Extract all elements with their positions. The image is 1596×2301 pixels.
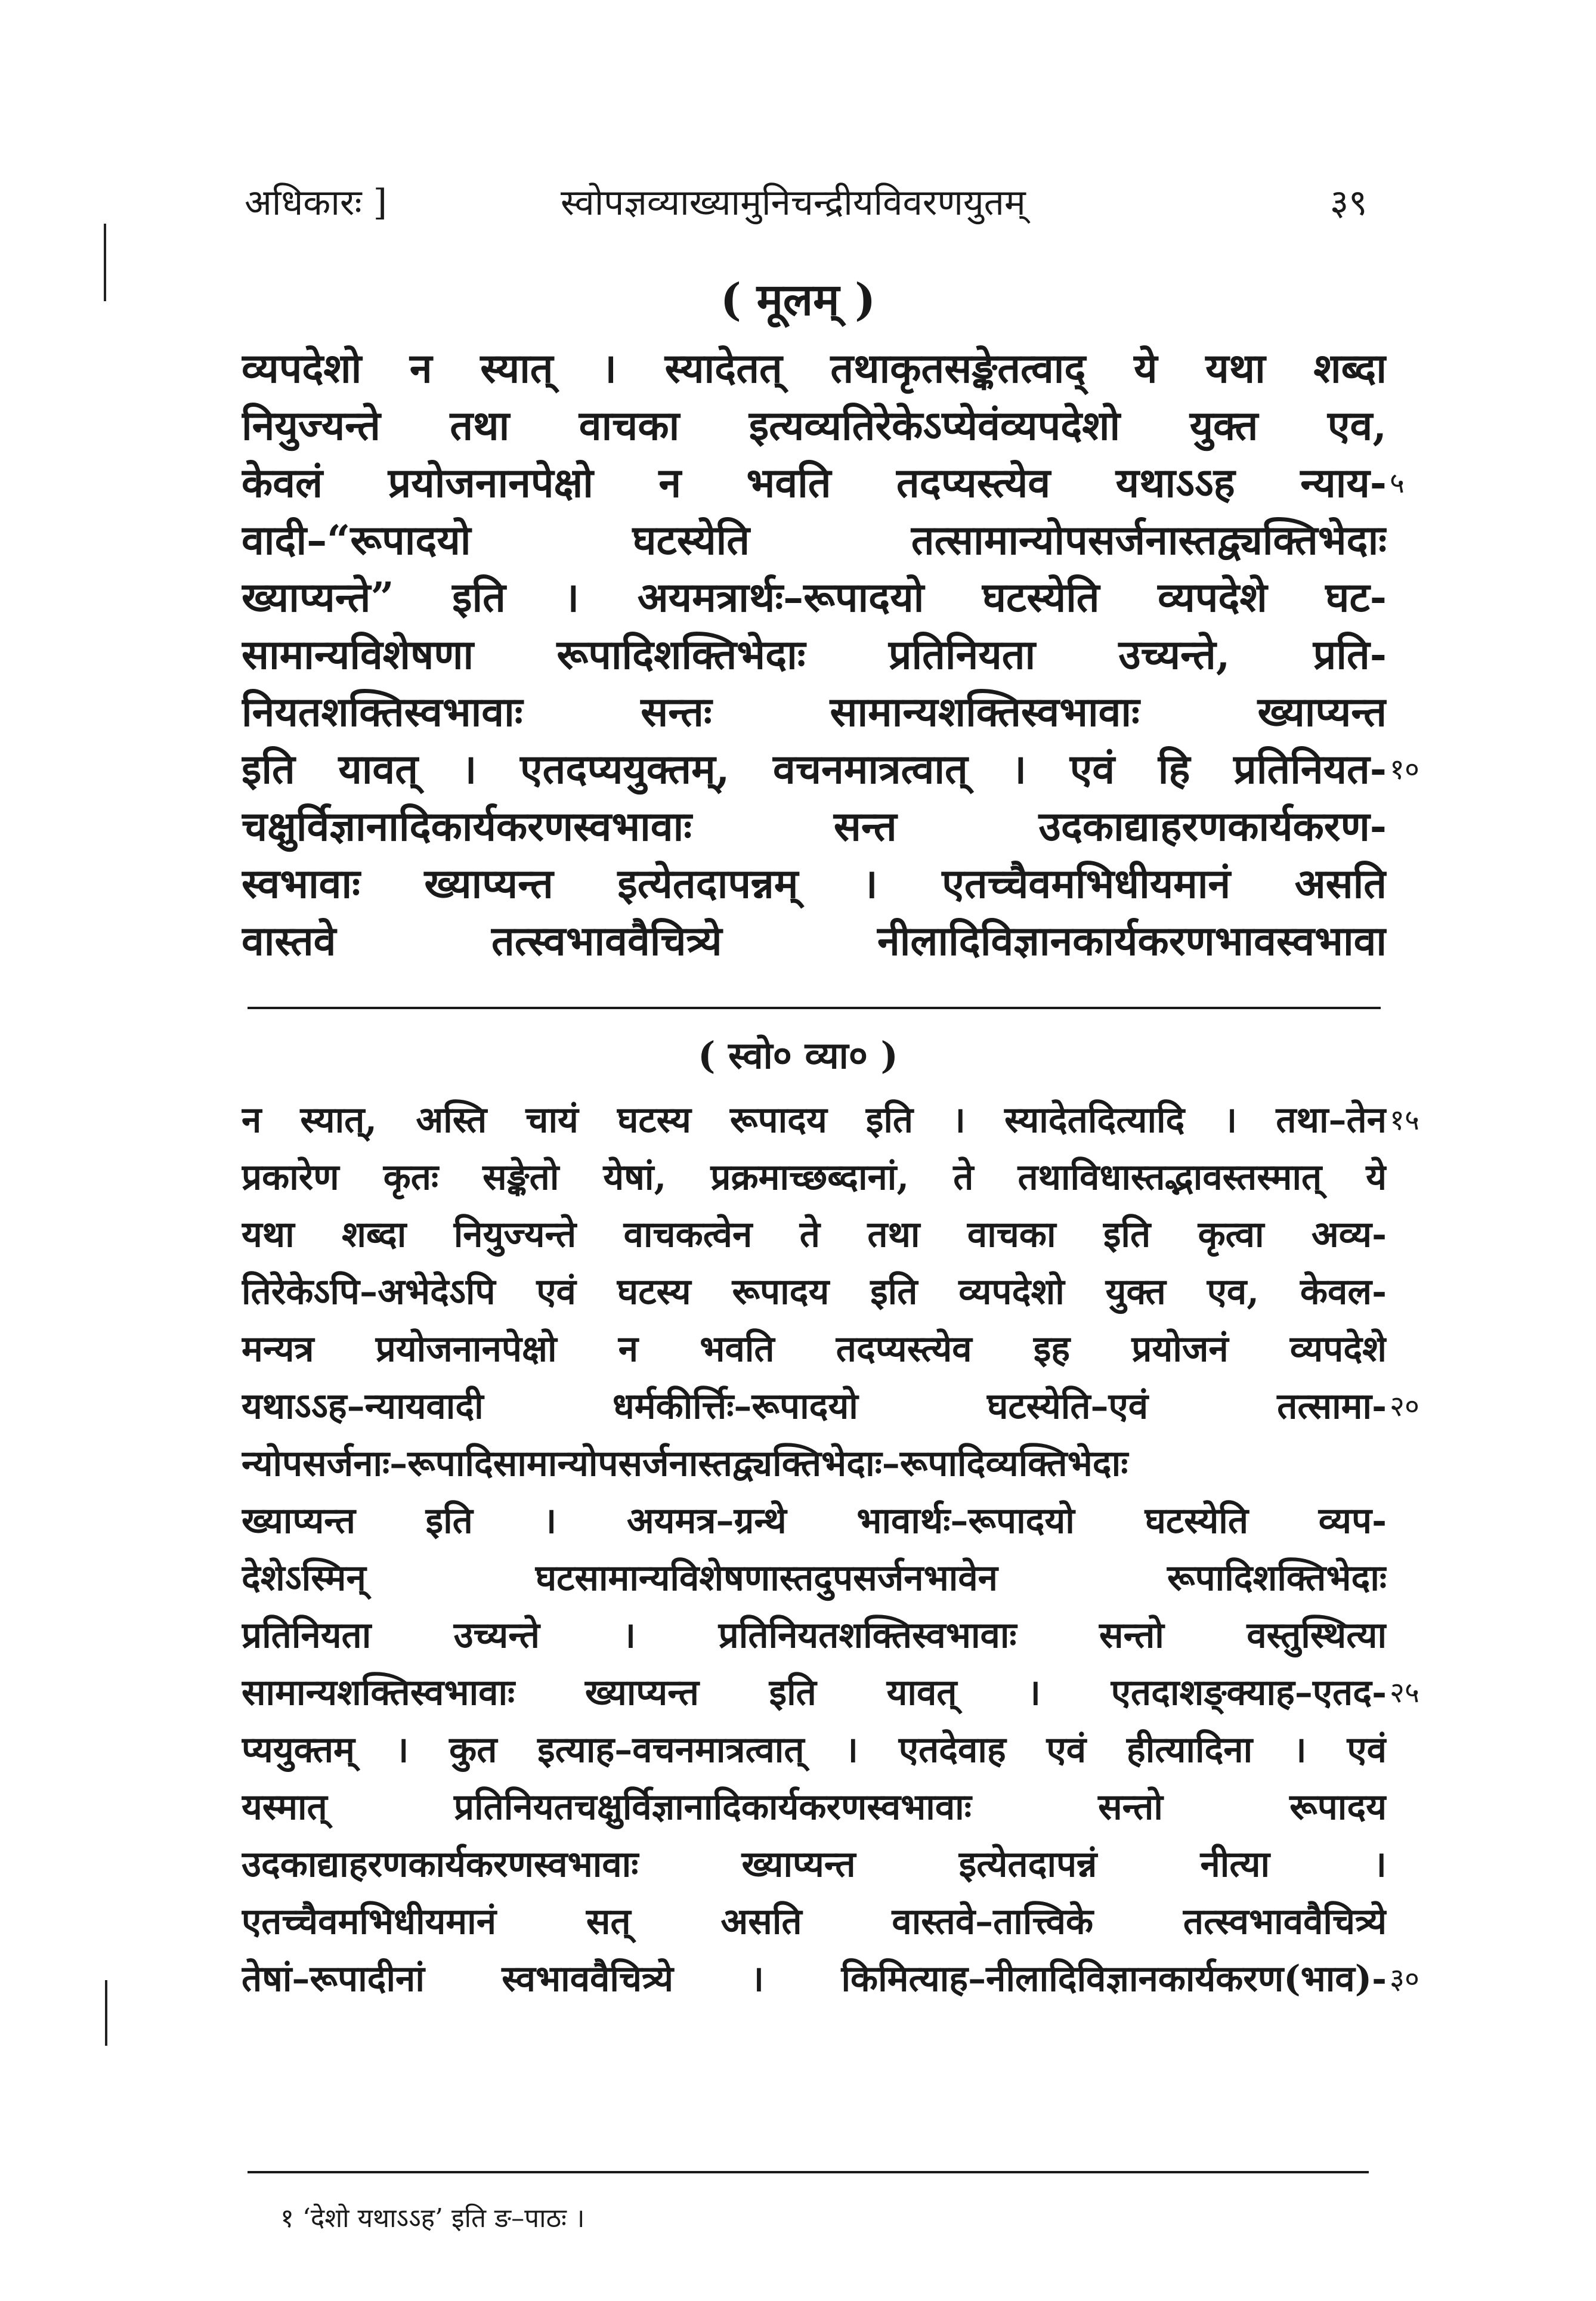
page-number: ३९	[1330, 182, 1368, 224]
text-line: न स्यात्, अस्ति चायं घटस्य रूपादय इति । स्यादेतदित्यादि । तथा–तेन	[242, 1099, 1387, 1141]
text-line: तिरेकेऽपि–अभेदेऽपि एवं घटस्य रूपादय इति व्यपदेशो युक्त एव, केवल-	[242, 1271, 1387, 1313]
text-line: वास्तवे तत्स्वभाववैचित्र्ये नीलादिविज्ञानकार्यकरणभावस्वभावा	[242, 917, 1387, 965]
text-line: वादी–“रूपादयो घटस्येति तत्सामान्योपसर्जनास्तद्व्यक्तिभेदाः	[242, 517, 1387, 564]
line-number: ५	[1390, 466, 1405, 500]
text-line: नियतशक्तिस्वभावाः सन्तः सामान्यशक्तिस्वभावाः ख्याप्यन्त	[242, 688, 1387, 736]
text-line: चक्षुर्विज्ञानादिकार्यकरणस्वभावाः सन्त उदकाद्याहरणकार्यकरण-	[242, 803, 1387, 850]
vyakhya-section-title: ( स्वो० व्या० )	[698, 1034, 898, 1077]
mula-section-title: ( मूलम् )	[720, 274, 876, 326]
section-divider	[248, 1007, 1381, 1009]
line-number: २०	[1390, 1390, 1419, 1423]
line-number: १५	[1390, 1103, 1419, 1137]
text-line: स्वभावाः ख्याप्यन्त इत्येतदापन्नम् । एतच्चैवमभिधीयमानं असति	[242, 860, 1387, 908]
text-line: केवलं प्रयोजनानपेक्षो न भवति तदप्यस्त्येव यथाऽऽह न्याय-	[242, 459, 1387, 507]
text-line: ख्याप्यन्त इति । अयमत्र–ग्रन्थे भावार्थः–रूपादयो घटस्येति व्यप-	[242, 1500, 1387, 1542]
text-line: प्रतिनियता उच्यन्ते । प्रतिनियतशक्तिस्वभावाः सन्तो वस्तुस्थित्या	[242, 1615, 1387, 1656]
text-line: एतच्चैवमभिधीयमानं सत् असति वास्तवे–तात्त्विके तत्स्वभाववैचित्र्ये	[242, 1901, 1387, 1943]
line-number: २५	[1390, 1676, 1419, 1709]
line-number: १०	[1390, 753, 1419, 786]
text-line: प्ययुक्तम् । कुत इत्याह–वचनमात्रत्वात् । एतदेवाह एवं हीत्यादिना । एवं	[242, 1729, 1387, 1771]
text-line: सामान्यशक्तिस्वभावाः ख्याप्यन्त इति यावत् । एतदाशङ्क्याह–एतद-	[242, 1672, 1387, 1714]
text-line: न्योपसर्जनाः–रूपादिसामान्योपसर्जनास्तद्व्यक्तिभेदाः–रूपादिव्यक्तिभेदाः	[242, 1443, 1128, 1484]
header-chapter: अधिकारः ]	[245, 182, 388, 224]
line-number: ३०	[1390, 1962, 1419, 1996]
footnote: १ ‘देशो यथाऽऽह’ इति ङ–पाठः ।	[280, 2203, 585, 2234]
text-line: देशेऽस्मिन् घटसामान्यविशेषणास्तदुपसर्जनभावेन रूपादिशक्तिभेदाः	[242, 1557, 1387, 1599]
text-line: सामान्यविशेषणा रूपादिशक्तिभेदाः प्रतिनियता उच्यन्ते, प्रति-	[242, 631, 1387, 679]
text-line: इति यावत् । एतदप्ययुक्तम्, वचनमात्रत्वात् । एवं हि प्रतिनियत-	[242, 746, 1387, 793]
mula-text	[242, 340, 1387, 970]
vyakhya-text	[242, 1091, 1387, 2008]
text-line: प्रकारेण कृतः सङ्केतो येषां, प्रक्रमाच्छब्दानां, ते तथाविधास्तद्भावस्तस्मात् ये	[242, 1156, 1387, 1198]
text-line: ख्याप्यन्ते” इति । अयमत्रार्थः–रूपादयो घटस्येति व्यपदेशे घट-	[242, 574, 1387, 621]
text-line: उदकाद्याहरणकार्यकरणस्वभावाः ख्याप्यन्त इत्येतदापन्नं नीत्या ।	[242, 1844, 1387, 1885]
header-title: स्वोपज्ञव्याख्यामुनिचन्द्रीयविवरणयुतम्	[561, 182, 1026, 224]
text-line: तेषां–रूपादीनां स्वभाववैचित्र्ये । किमित्याह–नीलादिविज्ञानकार्यकरण(भाव)-	[242, 1958, 1387, 2000]
text-line: यस्मात् प्रतिनियतचक्षुर्विज्ञानादिकार्यकरणस्वभावाः सन्तो रूपादय	[242, 1786, 1387, 1828]
text-line: नियुज्यन्ते तथा वाचका इत्यव्यतिरेकेऽप्येवंव्यपदेशो युक्त एव,	[242, 402, 1387, 450]
margin-mark-bottom	[105, 1980, 107, 2046]
text-line: यथाऽऽह–न्यायवादी धर्मकीर्त्तिः–रूपादयो घटस्येति–एवं तत्सामा-	[242, 1385, 1387, 1427]
text-line: व्यपदेशो न स्यात् । स्यादेतत् तथाकृतसङ्केतत्वाद् ये यथा शब्दा	[242, 345, 1387, 392]
text-line: मन्यत्र प्रयोजनानपेक्षो न भवति तदप्यस्त्येव इह प्रयोजनं व्यपदेशे	[242, 1328, 1387, 1370]
footnote-divider	[248, 2171, 1369, 2173]
text-line: यथा शब्दा नियुज्यन्ते वाचकत्वेन ते तथा वाचका इति कृत्वा अव्य-	[242, 1214, 1387, 1255]
